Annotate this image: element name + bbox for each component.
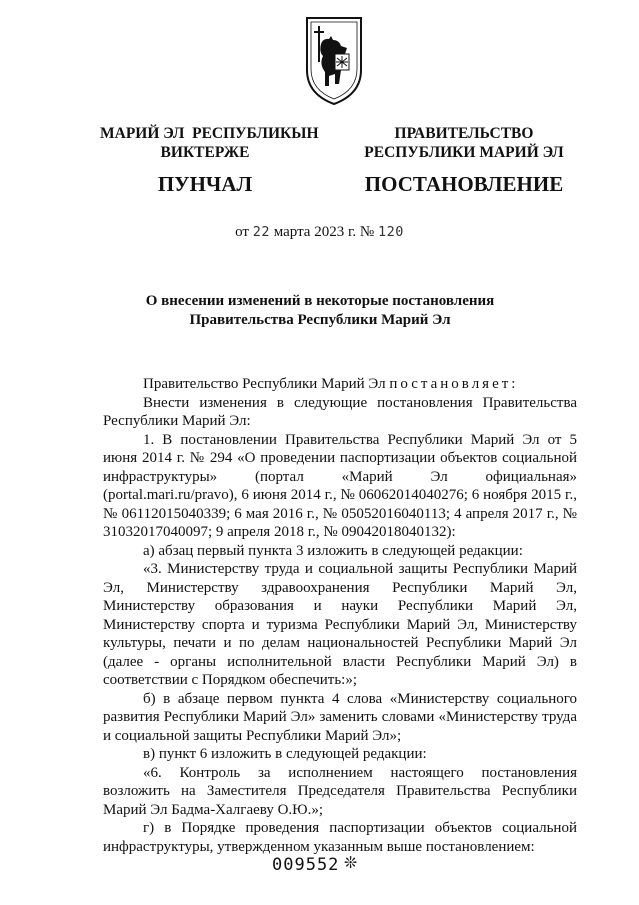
paragraph: 1. В постановлении Правительства Республики Марий Эл от 5 июня 2014 г. № 294 «О проведении паспортизации объектов социальной инфраструктуры» (портал «Марий Эл официальная» (portal.mari.ru/pravo), 6 июня 2014 г., № 06062014040276; 6 ноября 2015 г., № 06112015040339; 6 мая 2016 г., № 05052016040113; 4 апреля 2017 г., № 31032017040097; 9 апреля 2018 г., № 09042018040132): [103,431,577,540]
paragraph: б) в абзаце первом пункта 4 слова «Министерству социального развития Республики Марий Эл» заменить словами «Министерству труда и социальной защиты Республики Марий Эл»; [103,690,577,744]
document-title-line1: О внесении изменений в некоторые постановления [145,293,495,309]
document-type-russian: ПОСТАНОВЛЕНИЕ [364,172,564,196]
header-russian-line2: РЕСПУБЛИКИ МАРИЙ ЭЛ [364,144,564,161]
coat-of-arms-mari-el-icon [301,14,367,106]
paragraph: г) в Порядке проведения паспортизации объектов социальной инфраструктуры, утвержденном указанным выше постановлением: [103,820,577,855]
document-title-line2: Правительства Республики Марий Эл [189,312,451,328]
form-serial-number: 009552 [272,855,340,875]
header-russian [350,124,578,162]
header-mari-line2: ВИКТЕРЖЕ [160,144,250,161]
paragraph: «6. Контроль за исполнением настоящего постановления возложить на Заместителя Председателя Правительства Республики Марий Эл Бадма-Халгаеву О.Ю.»; [103,764,577,818]
intro-decree-word: постановляет: [389,376,519,392]
intro-start: Правительство Республики Марий Эл [143,376,390,392]
date-month-year: марта 2023 г. № [273,224,375,240]
paragraph: в) пункт 6 изложить в следующей редакции: [143,746,427,762]
header-mari [100,124,319,162]
date-prefix: от [235,224,249,240]
document-number: 120 [378,224,404,240]
date-number-line [0,224,639,241]
document-title [60,292,580,330]
document-body [103,375,577,856]
paragraph: а) абзац первый пункта 3 изложить в следующей редакции: [143,542,523,559]
date-day: 22 [252,224,270,240]
serial-ornament-icon: ❊ [344,853,358,872]
paragraph: Внести изменения в следующие постановления Правительства Республики Марий Эл: [103,394,577,429]
header-mari-line1: МАРИЙ ЭЛ РЕСПУБЛИКЫН [100,125,319,142]
paragraph: «3. Министерству труда и социальной защиты Республики Марий Эл, Министерству здравоохранения Республики Марий Эл, Министерству образования и науки Республики Марий Эл, Министерству спорта и туризма Республики Марий Эл, Министерству культуры, печати и по делам национальностей Республики Марий Эл (далее - органы исполнительной власти Республики Марий Эл) в соответствии с Порядком обеспечить:»; [103,561,577,688]
header-russian-line1: ПРАВИТЕЛЬСТВО [394,125,534,142]
document-type-mari: ПУНЧАЛ [157,172,253,196]
intro-paragraph [103,375,577,394]
